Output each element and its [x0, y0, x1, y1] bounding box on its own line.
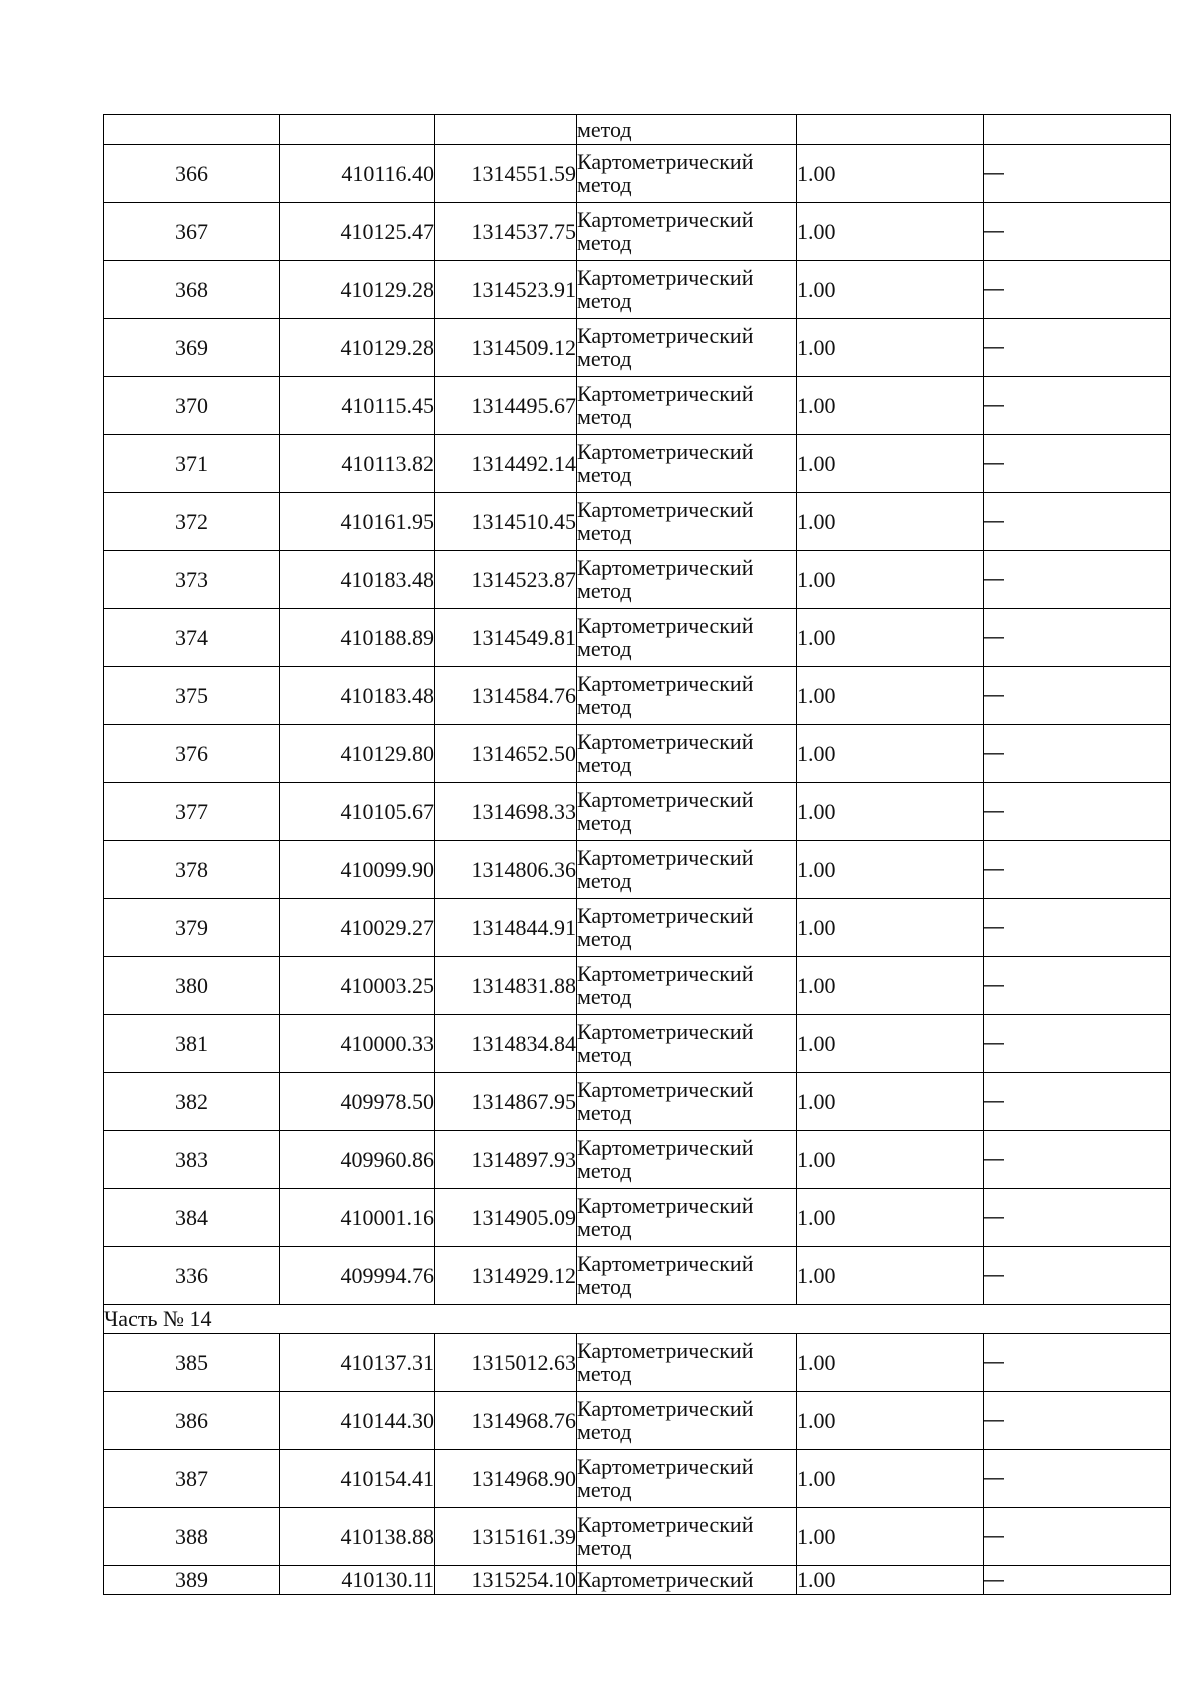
- method-line-1: Картометрический: [577, 1512, 754, 1537]
- description-cell: —: [984, 377, 1171, 435]
- point-number: 387: [104, 1450, 280, 1508]
- method-cell: [577, 1508, 797, 1566]
- description-cell: —: [984, 1508, 1171, 1566]
- method-cell: [577, 493, 797, 551]
- table-row: [104, 493, 1171, 551]
- coordinate-x: 410183.48: [280, 551, 435, 609]
- method-line-1: Картометрический: [577, 671, 754, 696]
- method-line-2: метод: [577, 1419, 632, 1444]
- accuracy-cell: 1.00: [797, 435, 984, 493]
- coordinate-x: 409994.76: [280, 1247, 435, 1305]
- coordinate-y: 1314905.09: [435, 1189, 577, 1247]
- method-cell: [577, 435, 797, 493]
- coordinate-y: 1315254.10: [435, 1566, 577, 1595]
- coordinate-y: 1314897.93: [435, 1131, 577, 1189]
- method-line-1: Картометрический: [577, 555, 754, 580]
- coordinate-x: 410154.41: [280, 1450, 435, 1508]
- coordinate-x: 410161.95: [280, 493, 435, 551]
- method-line-1: Картометрический: [577, 1454, 754, 1479]
- method-cell: [577, 899, 797, 957]
- table-row: [104, 667, 1171, 725]
- description-cell: —: [984, 725, 1171, 783]
- method-cell: [577, 145, 797, 203]
- method-line-2: метод: [577, 172, 632, 197]
- description-cell: —: [984, 493, 1171, 551]
- table-row: [104, 1131, 1171, 1189]
- method-line-2: метод: [577, 1042, 632, 1067]
- method-cell: [577, 957, 797, 1015]
- coordinate-x: 410001.16: [280, 1189, 435, 1247]
- method-line-1: Картометрический: [577, 381, 754, 406]
- accuracy-cell: 1.00: [797, 1015, 984, 1073]
- coordinate-x: 410099.90: [280, 841, 435, 899]
- method-line-2: метод: [577, 1158, 632, 1183]
- accuracy-cell: 1.00: [797, 1392, 984, 1450]
- table-row: [104, 957, 1171, 1015]
- coordinate-y: 1314698.33: [435, 783, 577, 841]
- coordinate-y: 1314652.50: [435, 725, 577, 783]
- accuracy-cell: 1.00: [797, 841, 984, 899]
- accuracy-cell: 1.00: [797, 493, 984, 551]
- description-cell: —: [984, 667, 1171, 725]
- method-line-2: метод: [577, 578, 632, 603]
- method-line-2: метод: [577, 230, 632, 255]
- coordinate-x: 410138.88: [280, 1508, 435, 1566]
- coordinate-y: 1314495.67: [435, 377, 577, 435]
- method-line-1: Картометрический: [577, 961, 754, 986]
- method-line-1: Картометрический: [577, 613, 754, 638]
- method-line-1: Картометрический: [577, 439, 754, 464]
- coordinate-x: 410029.27: [280, 899, 435, 957]
- accuracy-cell: 1.00: [797, 377, 984, 435]
- description-cell: —: [984, 1247, 1171, 1305]
- coordinate-x: 410188.89: [280, 609, 435, 667]
- method-cell: [577, 261, 797, 319]
- coordinate-y: 1314584.76: [435, 667, 577, 725]
- table-row: [104, 609, 1171, 667]
- description-cell: —: [984, 1015, 1171, 1073]
- table-row: [104, 1073, 1171, 1131]
- method-line-1: Картометрический: [577, 207, 754, 232]
- method-line-2: метод: [577, 752, 632, 777]
- coordinate-x: 410125.47: [280, 203, 435, 261]
- table-row: [104, 1508, 1171, 1566]
- description-cell: —: [984, 1073, 1171, 1131]
- method-line-1: Картометрический: [577, 265, 754, 290]
- table-row: [104, 261, 1171, 319]
- description-cell: —: [984, 783, 1171, 841]
- method-line-1: Картометрический: [577, 497, 754, 522]
- method-cell: [577, 841, 797, 899]
- accuracy-cell: 1.00: [797, 1189, 984, 1247]
- coordinate-x: 410003.25: [280, 957, 435, 1015]
- accuracy-cell: 1.00: [797, 1247, 984, 1305]
- point-number: 385: [104, 1334, 280, 1392]
- method-line-2: метод: [577, 636, 632, 661]
- table-row: [104, 1334, 1171, 1392]
- method-cell: [577, 725, 797, 783]
- method-cell: [577, 783, 797, 841]
- table-row: [104, 1450, 1171, 1508]
- table-row: [104, 1247, 1171, 1305]
- table-row: [104, 1189, 1171, 1247]
- coordinate-x: 410113.82: [280, 435, 435, 493]
- point-number: 380: [104, 957, 280, 1015]
- coordinate-y: 1314551.59: [435, 145, 577, 203]
- table-row: [104, 551, 1171, 609]
- table-row: [104, 899, 1171, 957]
- method-line-2: метод: [577, 984, 632, 1009]
- method-cell: [577, 203, 797, 261]
- point-number: 377: [104, 783, 280, 841]
- coordinate-x: 410115.45: [280, 377, 435, 435]
- description-cell: —: [984, 261, 1171, 319]
- method-cell: [577, 667, 797, 725]
- coordinate-y: 1314834.84: [435, 1015, 577, 1073]
- accuracy-cell: 1.00: [797, 667, 984, 725]
- accuracy-cell: 1.00: [797, 145, 984, 203]
- point-number: 371: [104, 435, 280, 493]
- coordinate-x: 410144.30: [280, 1392, 435, 1450]
- description-cell: —: [984, 609, 1171, 667]
- point-number: 370: [104, 377, 280, 435]
- point-number: 389: [104, 1566, 280, 1595]
- coordinate-y: 1314844.91: [435, 899, 577, 957]
- description-cell: —: [984, 957, 1171, 1015]
- method-line-1: Картометрический: [577, 845, 754, 870]
- accuracy-cell: 1.00: [797, 1131, 984, 1189]
- accuracy-cell: 1.00: [797, 899, 984, 957]
- table-row: [104, 377, 1171, 435]
- method-line-2: метод: [577, 1361, 632, 1386]
- point-number: 376: [104, 725, 280, 783]
- coordinate-y: 1314537.75: [435, 203, 577, 261]
- description-cell: —: [984, 841, 1171, 899]
- method-cell: [577, 1450, 797, 1508]
- coordinate-x: 410137.31: [280, 1334, 435, 1392]
- point-number: 381: [104, 1015, 280, 1073]
- table-row: [104, 145, 1171, 203]
- point-number: 383: [104, 1131, 280, 1189]
- accuracy-cell: 1.00: [797, 957, 984, 1015]
- accuracy-cell: 1.00: [797, 783, 984, 841]
- table-row: [104, 1392, 1171, 1450]
- method-cell: [577, 1015, 797, 1073]
- coordinate-y: 1314831.88: [435, 957, 577, 1015]
- point-number: 368: [104, 261, 280, 319]
- accuracy-cell: 1.00: [797, 1073, 984, 1131]
- description-cell: —: [984, 203, 1171, 261]
- point-number: 386: [104, 1392, 280, 1450]
- method-cell: [577, 319, 797, 377]
- coordinate-y: 1314867.95: [435, 1073, 577, 1131]
- accuracy-cell: 1.00: [797, 725, 984, 783]
- table-row: [104, 319, 1171, 377]
- point-number: 374: [104, 609, 280, 667]
- method-line-1: Картометрический: [577, 1567, 754, 1592]
- cell-empty: [797, 115, 984, 145]
- accuracy-cell: 1.00: [797, 319, 984, 377]
- method-cell: [577, 551, 797, 609]
- point-number: 369: [104, 319, 280, 377]
- coordinate-x: 410129.28: [280, 319, 435, 377]
- coordinate-y: 1314929.12: [435, 1247, 577, 1305]
- method-line-1: Картометрический: [577, 729, 754, 754]
- coordinate-x: 409978.50: [280, 1073, 435, 1131]
- accuracy-cell: 1.00: [797, 1566, 984, 1595]
- description-cell: —: [984, 1334, 1171, 1392]
- method-line-2: метод: [577, 520, 632, 545]
- method-line-1: Картометрический: [577, 1193, 754, 1218]
- method-line-2: метод: [577, 1274, 632, 1299]
- part-label: Часть № 14: [104, 1305, 1171, 1334]
- point-number: 372: [104, 493, 280, 551]
- coordinate-y: 1315161.39: [435, 1508, 577, 1566]
- accuracy-cell: 1.00: [797, 261, 984, 319]
- cell-empty: [435, 115, 577, 145]
- coordinate-x: 410183.48: [280, 667, 435, 725]
- cell-empty: [984, 115, 1171, 145]
- method-line-1: Картометрический: [577, 1251, 754, 1276]
- coordinate-x: 410129.80: [280, 725, 435, 783]
- coordinate-y: 1314509.12: [435, 319, 577, 377]
- description-cell: —: [984, 1566, 1171, 1595]
- part-header-row: [104, 1305, 1171, 1334]
- coordinates-table: [103, 114, 1171, 1595]
- coordinate-y: 1314549.81: [435, 609, 577, 667]
- description-cell: —: [984, 1189, 1171, 1247]
- description-cell: —: [984, 145, 1171, 203]
- method-cell: [577, 1247, 797, 1305]
- method-cell: [577, 609, 797, 667]
- description-cell: —: [984, 1131, 1171, 1189]
- method-line-2: метод: [577, 1477, 632, 1502]
- method-cell: [577, 1334, 797, 1392]
- method-cell: [577, 1073, 797, 1131]
- method-line-2: метод: [577, 810, 632, 835]
- table-row: [104, 841, 1171, 899]
- method-line-2: метод: [577, 1100, 632, 1125]
- method-cell: [577, 1392, 797, 1450]
- method-line-1: Картометрический: [577, 323, 754, 348]
- table-row: [104, 435, 1171, 493]
- method-line-1: Картометрический: [577, 1396, 754, 1421]
- table-row: [104, 725, 1171, 783]
- table-row: [104, 1566, 1171, 1595]
- coordinate-y: 1314968.90: [435, 1450, 577, 1508]
- coordinate-x: 409960.86: [280, 1131, 435, 1189]
- method-line-1: Картометрический: [577, 787, 754, 812]
- coordinate-y: 1314523.87: [435, 551, 577, 609]
- coordinate-x: 410105.67: [280, 783, 435, 841]
- coordinate-y: 1314968.76: [435, 1392, 577, 1450]
- point-number: 336: [104, 1247, 280, 1305]
- method-line-2: метод: [577, 462, 632, 487]
- table-row-continued: [104, 115, 1171, 145]
- point-number: 375: [104, 667, 280, 725]
- method-line-2: метод: [577, 288, 632, 313]
- table-row: [104, 1015, 1171, 1073]
- point-number: 384: [104, 1189, 280, 1247]
- coordinate-y: 1315012.63: [435, 1334, 577, 1392]
- method-line-1: Картометрический: [577, 1135, 754, 1160]
- method-line-2: метод: [577, 1216, 632, 1241]
- method-line-2: метод: [577, 404, 632, 429]
- description-cell: —: [984, 435, 1171, 493]
- method-line-1: Картометрический: [577, 903, 754, 928]
- method-line-1: Картометрический: [577, 1338, 754, 1363]
- description-cell: —: [984, 319, 1171, 377]
- method-line-1: Картометрический: [577, 1019, 754, 1044]
- cell-empty: [104, 115, 280, 145]
- method-line-2: метод: [577, 868, 632, 893]
- table-body: [104, 115, 1171, 1595]
- point-number: 388: [104, 1508, 280, 1566]
- accuracy-cell: 1.00: [797, 1508, 984, 1566]
- description-cell: —: [984, 1392, 1171, 1450]
- description-cell: —: [984, 899, 1171, 957]
- method-tail-cell: метод: [577, 115, 797, 145]
- accuracy-cell: 1.00: [797, 551, 984, 609]
- point-number: 378: [104, 841, 280, 899]
- method-cell: [577, 1189, 797, 1247]
- method-line-2: метод: [577, 1535, 632, 1560]
- method-line-1: Картометрический: [577, 149, 754, 174]
- method-cell: [577, 1131, 797, 1189]
- coordinate-y: 1314510.45: [435, 493, 577, 551]
- method-cell: [577, 377, 797, 435]
- coordinate-x: 410116.40: [280, 145, 435, 203]
- accuracy-cell: 1.00: [797, 1334, 984, 1392]
- description-cell: —: [984, 551, 1171, 609]
- coordinate-x: 410000.33: [280, 1015, 435, 1073]
- table-row: [104, 783, 1171, 841]
- coordinate-x: 410130.11: [280, 1566, 435, 1595]
- point-number: 379: [104, 899, 280, 957]
- description-cell: —: [984, 1450, 1171, 1508]
- point-number: 373: [104, 551, 280, 609]
- method-line-2: метод: [577, 926, 632, 951]
- coordinate-y: 1314492.14: [435, 435, 577, 493]
- point-number: 382: [104, 1073, 280, 1131]
- method-line-2: метод: [577, 346, 632, 371]
- accuracy-cell: 1.00: [797, 609, 984, 667]
- coordinate-y: 1314523.91: [435, 261, 577, 319]
- coordinate-y: 1314806.36: [435, 841, 577, 899]
- accuracy-cell: 1.00: [797, 203, 984, 261]
- point-number: 366: [104, 145, 280, 203]
- method-cell: [577, 1566, 797, 1595]
- cell-empty: [280, 115, 435, 145]
- coordinate-x: 410129.28: [280, 261, 435, 319]
- method-line-2: метод: [577, 694, 632, 719]
- point-number: 367: [104, 203, 280, 261]
- table-row: [104, 203, 1171, 261]
- accuracy-cell: 1.00: [797, 1450, 984, 1508]
- method-line-1: Картометрический: [577, 1077, 754, 1102]
